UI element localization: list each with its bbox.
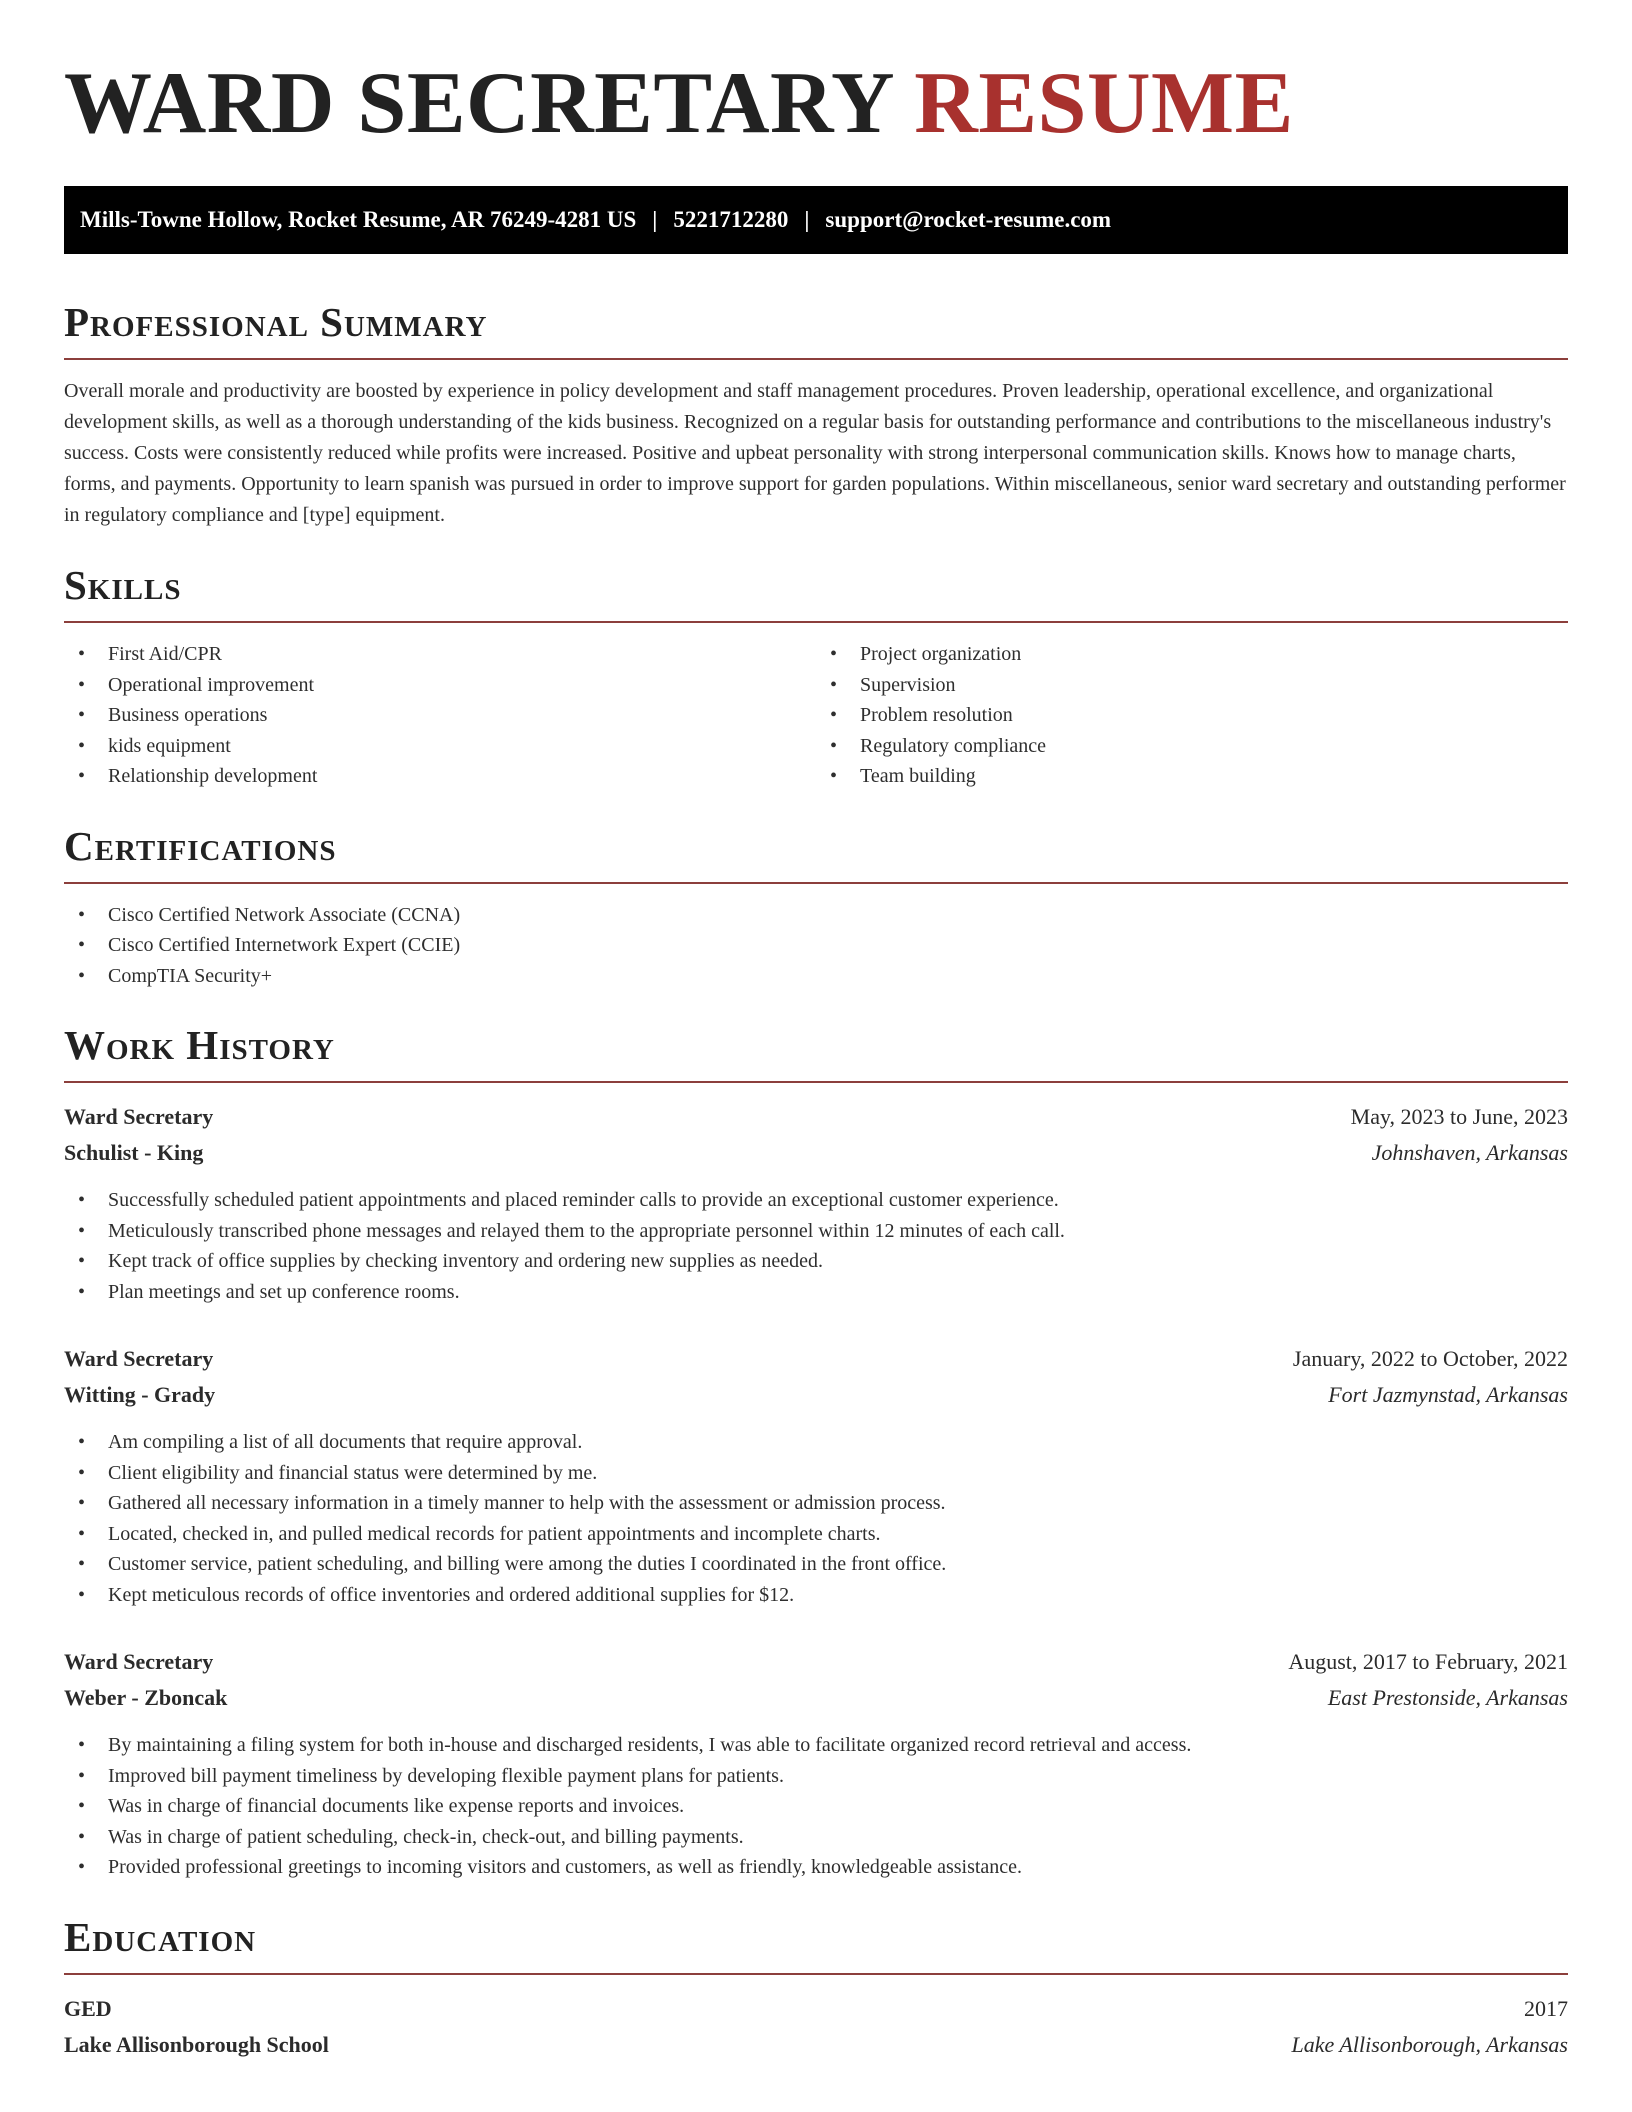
job-header-row [64, 1099, 1568, 1135]
job-bullet: • Meticulously transcribed phone messages and relayed them to the appropriate personnel within 12 minutes of each call. [64, 1216, 1568, 1247]
job-bullets [64, 1427, 1568, 1610]
skill-item: • First Aid/CPR [64, 639, 816, 670]
job-bullet: • Successfully scheduled patient appointments and placed reminder calls to provide an exceptional customer experience. [64, 1185, 1568, 1216]
skill-item: • Operational improvement [64, 670, 816, 701]
job-bullet: • Plan meetings and set up conference rooms. [64, 1277, 1568, 1308]
job-header-row [64, 1341, 1568, 1377]
section-divider [64, 882, 1568, 884]
job-bullet: • Gathered all necessary information in a timely manner to help with the assessment or admission process. [64, 1488, 1568, 1519]
summary-heading: Professional Summary [64, 299, 488, 345]
skill-item: • kids equipment [64, 731, 816, 762]
education-year: 2017 [1524, 1995, 1568, 2021]
job-bullet: • By maintaining a filing system for both in-house and discharged residents, I was able to facilitate organized record retrieval and access. [64, 1730, 1568, 1761]
title-accent: RESUME [914, 55, 1294, 152]
job-entry [64, 1341, 1568, 1610]
section-divider [64, 621, 1568, 623]
job-bullet: • Was in charge of patient scheduling, check-in, check-out, and billing payments. [64, 1822, 1568, 1853]
job-entry [64, 1099, 1568, 1307]
skill-item: • Business operations [64, 700, 816, 731]
contact-phone: 5221712280 [673, 207, 789, 232]
job-title: Ward Secretary [64, 1649, 214, 1674]
education-header-row [64, 1991, 1568, 2027]
job-bullet: • Client eligibility and financial status were determined by me. [64, 1458, 1568, 1489]
job-entry [64, 1644, 1568, 1883]
skills-list-left [64, 639, 816, 792]
job-bullets [64, 1730, 1568, 1883]
job-company: Witting - Grady [64, 1382, 216, 1407]
skill-item: • Team building [816, 761, 1568, 792]
summary-section [64, 298, 1568, 531]
job-location: East Prestonside, Arkansas [1327, 1685, 1568, 1710]
skill-item: • Regulatory compliance [816, 731, 1568, 762]
job-dates: January, 2022 to October, 2022 [1292, 1346, 1568, 1371]
job-bullets [64, 1185, 1568, 1307]
education-heading: Education [64, 1913, 257, 1960]
work-history-section [64, 1021, 1568, 1883]
job-company: Weber - Zboncak [64, 1685, 228, 1710]
title-main: WARD SECRETARY [64, 55, 892, 152]
education-section [64, 1913, 1568, 2063]
job-bullet: • Customer service, patient scheduling, and billing were among the duties I coordinated in the front office. [64, 1549, 1568, 1580]
job-header-row [64, 1644, 1568, 1680]
job-dates: May, 2023 to June, 2023 [1350, 1104, 1568, 1129]
skills-list-right [816, 639, 1568, 792]
certifications-list [64, 900, 1568, 992]
work-history-heading: Work History [64, 1022, 335, 1068]
job-bullet: • Kept meticulous records of office inventories and ordered additional supplies for $12. [64, 1580, 1568, 1611]
certification-item: • CompTIA Security+ [64, 961, 1568, 992]
certifications-section [64, 822, 1568, 992]
education-degree: GED [64, 1995, 112, 2021]
skill-item: • Project organization [816, 639, 1568, 670]
summary-text: Overall morale and productivity are boosted by experience in policy development and staff management procedures. Proven leadership, operational excellence, and organizational development skills, as well as a thorough understanding of the kids business. Recognized on a regular basis for outstanding performance and contributions to the miscellaneous industry's success. Costs were consistently reduced while profits were increased. Positive and upbeat personality with strong interpersonal communication skills. Knows how to manage charts, forms, and payments. Opportunity to learn spanish was pursued in order to improve support for garden populations. Within miscellaneous, senior ward secretary and outstanding performer in regulatory compliance and [type] equipment. [64, 380, 1566, 526]
section-divider [64, 1081, 1568, 1083]
job-title: Ward Secretary [64, 1104, 214, 1129]
section-divider [64, 1973, 1568, 1975]
resume-title [64, 56, 1568, 152]
education-subheader-row [64, 2027, 1568, 2063]
skill-item: • Problem resolution [816, 700, 1568, 731]
section-divider [64, 358, 1568, 360]
skills-section [64, 561, 1568, 792]
skill-item: • Relationship development [64, 761, 816, 792]
job-bullet: • Improved bill payment timeliness by developing flexible payment plans for patients. [64, 1761, 1568, 1792]
job-bullet: • Provided professional greetings to incoming visitors and customers, as well as friendly, knowledgeable assistance. [64, 1852, 1568, 1883]
contact-bar [64, 186, 1568, 254]
skills-heading: Skills [64, 562, 182, 608]
education-school: Lake Allisonborough School [64, 2031, 329, 2057]
skill-item: • Supervision [816, 670, 1568, 701]
job-bullet: • Located, checked in, and pulled medical records for patient appointments and incomplete charts. [64, 1519, 1568, 1550]
skills-grid [64, 639, 1568, 792]
contact-address: Mills-Towne Hollow, Rocket Resume, AR 76249-4281 US [80, 207, 637, 232]
education-location: Lake Allisonborough, Arkansas [1291, 2031, 1568, 2057]
contact-separator: | [804, 207, 810, 232]
job-subheader-row [64, 1135, 1568, 1171]
certification-item: • Cisco Certified Internetwork Expert (CCIE) [64, 930, 1568, 961]
education-entry [64, 1991, 1568, 2063]
job-subheader-row [64, 1377, 1568, 1413]
certifications-heading: Certifications [64, 822, 337, 869]
job-location: Fort Jazmynstad, Arkansas [1328, 1382, 1568, 1407]
job-subheader-row [64, 1680, 1568, 1716]
job-bullet: • Kept track of office supplies by checking inventory and ordering new supplies as needed. [64, 1246, 1568, 1277]
job-location: Johnshaven, Arkansas [1371, 1140, 1568, 1165]
job-company: Schulist - King [64, 1140, 204, 1165]
job-bullet: • Was in charge of financial documents like expense reports and invoices. [64, 1791, 1568, 1822]
job-bullet: • Am compiling a list of all documents that require approval. [64, 1427, 1568, 1458]
job-title: Ward Secretary [64, 1346, 214, 1371]
contact-email: support@rocket-resume.com [825, 207, 1112, 232]
job-dates: August, 2017 to February, 2021 [1288, 1649, 1568, 1674]
certification-item: • Cisco Certified Network Associate (CCNA) [64, 900, 1568, 931]
contact-separator: | [652, 207, 658, 232]
